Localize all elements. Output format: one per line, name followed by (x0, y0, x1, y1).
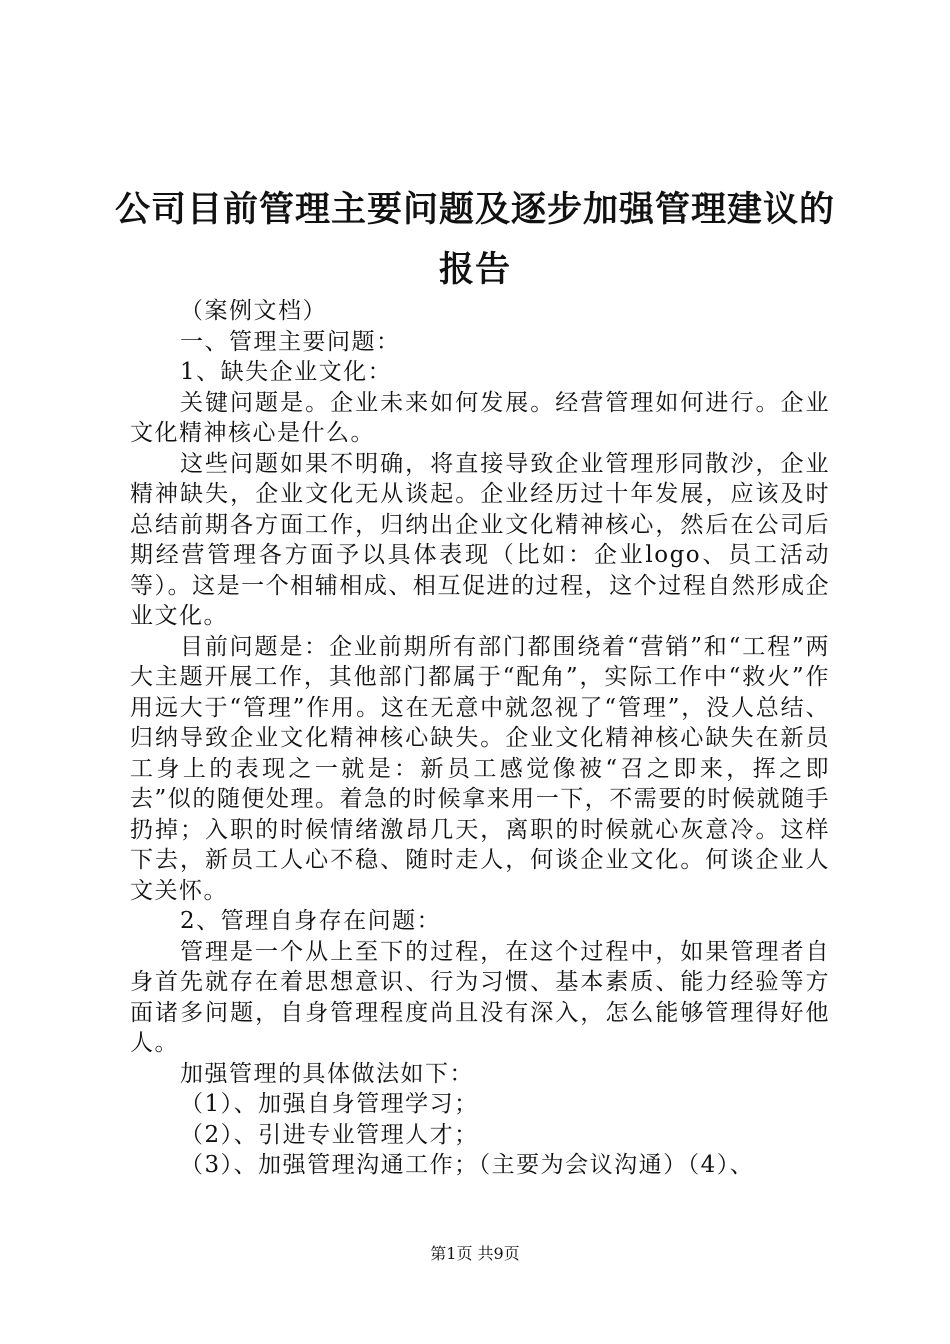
page-footer: 第1页 共9页 (430, 1244, 520, 1263)
list-item: （3）、加强管理沟通工作；（主要为会议沟通）（4）、 (180, 1152, 755, 1178)
document-title-line-1: 公司目前管理主要问题及逐步加强管理建议的 (114, 190, 835, 230)
paragraph: 目前问题是：企业前期所有部门都围绕着“营销”和“工程”两大主题开展工作，其他部门都属于“配角”，实际工作中“救火”作用远大于“管理”作用。这在无意中就忽视了“管理”，没人总结、归纳导致企业文化精神核心缺失。企业文化精神核心缺失在新员工身上的表现之一就是：新员工感觉像被“召之即来，挥之即去”似的随便处理。着急的时候拿来用一下，不需要的时候就随手扔掉；入职的时候情绪激昂几天，离职的时候就心灰意冷。这样下去，新员工人心不稳、随时走人，何谈企业文化。何谈企业人文关怀。 (130, 633, 830, 904)
document-body (130, 296, 830, 1181)
subsection-heading-1: 1、缺失企业文化： (180, 359, 393, 385)
subsection-heading-2: 2、管理自身存在问题： (180, 908, 442, 934)
list-item: （1）、加强自身管理学习； (180, 1091, 479, 1117)
paragraph: 关键问题是。企业未来如何发展。经营管理如何进行。企业文化精神核心是什么。 (130, 389, 830, 446)
paragraph: 管理是一个从上至下的过程，在这个过程中，如果管理者自身首先就存在着思想意识、行为习惯、基本素质、能力经验等方面诸多问题，自身管理程度尚且没有深入，怎么能够管理得好他人。 (130, 938, 830, 1056)
list-item: （2）、引进专业管理人才； (180, 1121, 479, 1148)
section-heading-1: 一、管理主要问题： (180, 328, 401, 355)
paragraph: 这些问题如果不明确，将直接导致企业管理形同散沙，企业精神缺失，企业文化无从谈起。企业经历过十年发展，应该及时总结前期各方面工作，归纳出企业文化精神核心，然后在公司后期经营管理各方面予以具体表现（比如：企业logo、员工活动等）。这是一个相辅相成、相互促进的过程，这个过程自然形成企业文化。 (130, 450, 830, 629)
list-intro: 加强管理的具体做法如下： (180, 1060, 474, 1087)
document-title-line-2: 报告 (438, 250, 511, 290)
doc-type-note: （案例文档） (180, 298, 327, 324)
